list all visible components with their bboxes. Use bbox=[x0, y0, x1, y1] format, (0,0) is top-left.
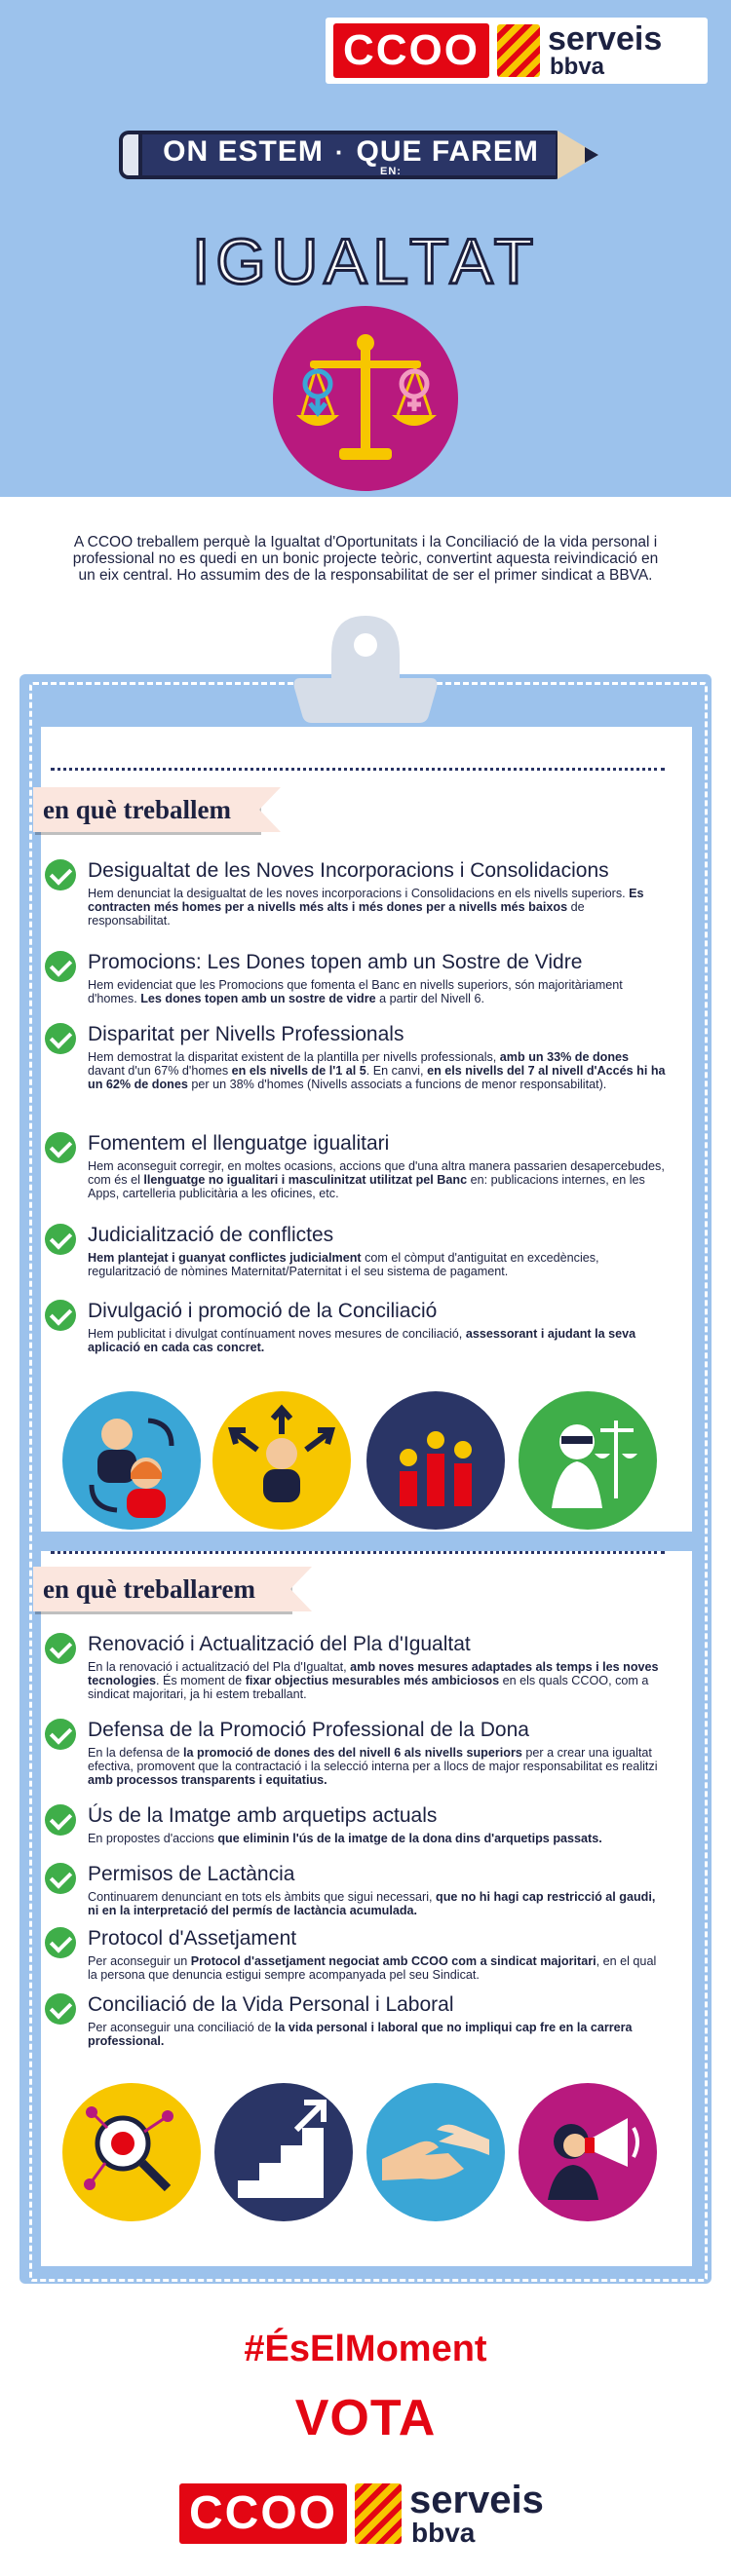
pencil-heading-right: QUE FAREM bbox=[356, 135, 539, 168]
balance-scale-icon bbox=[273, 306, 458, 491]
pencil-banner bbox=[119, 131, 606, 179]
checklist-item-title: Judicialització de conflictes bbox=[88, 1224, 334, 1246]
description-text: per un 38% d'homes (Nivells associats a funcions de menor responsabilitat). bbox=[187, 1078, 607, 1091]
level-bars-icon bbox=[366, 1391, 505, 1530]
checklist-item-description bbox=[88, 1746, 669, 1787]
description-emphasis: la vida personal i laboral que no impliqui cap fre en la carrera professional. bbox=[88, 2021, 633, 2048]
checklist-item-description bbox=[88, 1832, 669, 1845]
description-emphasis: fixar objectius mesurables més ambiciosos bbox=[245, 1674, 500, 1687]
checklist-item-description bbox=[88, 1327, 669, 1354]
description-emphasis: llenguatge no igualitari i masculinitzat utilitzat pel Banc bbox=[143, 1173, 468, 1187]
checklist-item-title: Ús de la Imatge amb arquetips actuals bbox=[88, 1804, 438, 1827]
pencil-heading-en: EN: bbox=[380, 166, 402, 177]
description-emphasis: que eliminin l'ús de la imatge de la dona dins d'arquetips passats. bbox=[217, 1832, 602, 1845]
checklist-item-title: Renovació i Actualització del Pla d'Igualtat bbox=[88, 1633, 471, 1655]
description-text: com el còmput d'antiguitat en excedències, regularització de nòmines Maternitat/Paternitat i el seu sistema de pagament. bbox=[88, 1251, 599, 1278]
description-text: en els quals CCOO, com a sindicat majoritari, ja hi estem treballant. bbox=[88, 1674, 649, 1701]
helping-hands-icon bbox=[366, 2083, 505, 2221]
checklist-item-description bbox=[88, 2021, 669, 2048]
ccoo-serveis-logo-bottom[interactable] bbox=[179, 2475, 544, 2553]
checklist-item bbox=[45, 1224, 669, 1278]
description-text: En propostes d'accions bbox=[88, 1832, 218, 1845]
career-paths-icon bbox=[212, 1391, 351, 1530]
vota-text: VOTA bbox=[294, 2390, 437, 2446]
checklist-item-title: Promocions: Les Dones topen amb un Sostre de Vidre bbox=[88, 951, 583, 973]
description-text: per a crear una igualtat efectiva, promovent que la contractació i la selecció interna per a llocs de major responsabilitat es realitzi bbox=[88, 1746, 658, 1773]
pencil-heading bbox=[148, 135, 554, 177]
pencil-eraser bbox=[119, 131, 142, 179]
description-text: En la renovació i actualització del Pla d'Igualtat, bbox=[88, 1660, 351, 1674]
dotted-divider-2 bbox=[51, 1551, 665, 1554]
description-text: Continuarem denunciant en tots els àmbits que sigui necessari, bbox=[88, 1890, 437, 1904]
description-emphasis: amb noves mesures adaptades als temps i les noves tecnologies bbox=[88, 1660, 659, 1687]
serveis-bbva-wordmark-bottom bbox=[409, 2481, 544, 2547]
serveis-text-bottom: serveis bbox=[409, 2479, 544, 2521]
checklist-item bbox=[45, 1804, 669, 1845]
checklist-item-title: Protocol d'Assetjament bbox=[88, 1927, 297, 1950]
checklist-item-title: Fomentem el llenguatge igualitari bbox=[88, 1132, 390, 1155]
ccoo-wordmark: CCOO bbox=[333, 23, 489, 78]
description-text: Hem aconseguit corregir, en moltes ocasions, accions que d'una altra manera passarien desapercebudes, com és el bbox=[88, 1159, 665, 1187]
description-emphasis: assessorant i ajudant la seva aplicació en cada cas concret. bbox=[88, 1327, 636, 1354]
checkmark-icon bbox=[45, 951, 76, 982]
description-text: . En canvi, bbox=[366, 1064, 428, 1078]
checklist-item-title: Permisos de Lactància bbox=[88, 1863, 295, 1885]
checkmark-icon bbox=[45, 1804, 76, 1836]
checklist-item-title: Disparitat per Nivells Professionals bbox=[88, 1023, 404, 1045]
description-emphasis: en els nivells del 7 al nivell d'Accés hi ha un 62% de dones bbox=[88, 1064, 666, 1091]
checklist-item-description bbox=[88, 1890, 669, 1917]
checklist-item bbox=[45, 1993, 669, 2048]
checklist-item bbox=[45, 1863, 669, 1917]
ccoo-wordmark-bottom: CCOO bbox=[179, 2483, 347, 2544]
pencil-heading-separator: · bbox=[334, 136, 345, 167]
description-text: Per aconseguir un bbox=[88, 1954, 191, 1968]
checklist-item-description bbox=[88, 1954, 669, 1982]
checklist-item-title: Conciliació de la Vida Personal i Laboral bbox=[88, 1993, 454, 2016]
dotted-divider-1 bbox=[51, 768, 665, 771]
bbva-text: bbva bbox=[550, 54, 605, 80]
checklist-item bbox=[45, 1719, 669, 1787]
description-emphasis: Es contracten més homes per a nivells més alts i més dones per a nivells més baixos bbox=[88, 887, 644, 914]
checklist-item-title: Desigualtat de les Noves Incorporacions i Consolidacions bbox=[88, 859, 609, 882]
description-emphasis: Hem plantejat i guanyat conflictes judicialment bbox=[88, 1251, 362, 1265]
description-text: En la defensa de bbox=[88, 1746, 184, 1760]
description-text: en: publicacions internes, en les Apps, cartelleria publicitària a les oficines, etc. bbox=[88, 1173, 645, 1200]
checklist-item-title: Defensa de la Promoció Professional de la Dona bbox=[88, 1719, 529, 1741]
serveis-bbva-wordmark bbox=[548, 22, 662, 79]
checkmark-icon bbox=[45, 859, 76, 890]
checkmark-icon bbox=[45, 1927, 76, 1958]
justice-icon bbox=[519, 1391, 657, 1530]
checkmark-icon bbox=[45, 1993, 76, 2025]
checklist-item-description bbox=[88, 1159, 669, 1200]
pencil-heading-left: ON ESTEM bbox=[163, 135, 324, 168]
checklist-item bbox=[45, 1927, 669, 1982]
description-text: de responsabilitat. bbox=[88, 900, 585, 928]
megaphone-woman-icon bbox=[519, 2083, 657, 2221]
description-emphasis: amb un 33% de dones bbox=[499, 1050, 630, 1064]
senyera-icon-bottom bbox=[355, 2483, 402, 2544]
checklist-item-description bbox=[88, 1660, 669, 1701]
checkmark-icon bbox=[45, 1719, 76, 1750]
hashtag-text: #ÉsElMoment bbox=[244, 2329, 487, 2369]
checklist-item bbox=[45, 859, 669, 928]
description-emphasis: Protocol d'assetjament negociat amb CCOO com a sindicat majoritari bbox=[190, 1954, 596, 1968]
ccoo-serveis-logo-top[interactable] bbox=[326, 18, 708, 84]
intro-paragraph: A CCOO treballem perquè la Igualtat d'Oportunitats i la Conciliació de la vida personal i professional no es quedi en un bonic projecte teòric, convertint aquesta reivindicació en un eix central. Ho assumim des de la responsabilitat de ser el primer sindicat a BBVA. bbox=[72, 534, 659, 584]
page-title: IGUALTAT bbox=[191, 225, 540, 297]
description-text: Hem publicitat i divulgat contínuament noves mesures de conciliació, bbox=[88, 1327, 466, 1341]
checkmark-icon bbox=[45, 1633, 76, 1664]
section-label-treballem: en què treballem bbox=[33, 787, 259, 832]
description-text: davant d'un 67% d'homes bbox=[88, 1064, 232, 1078]
description-text: a partir del Nivell 6. bbox=[375, 992, 484, 1005]
people-swap-icon bbox=[62, 1391, 201, 1530]
description-text: , en el qual la persona que denuncia estigui sempre acompanyada pel seu Sindicat. bbox=[88, 1954, 657, 1982]
description-emphasis: la promoció de dones des del nivell 6 als nivells superiors bbox=[183, 1746, 522, 1760]
stairs-up-icon bbox=[214, 2083, 353, 2221]
description-text: . És moment de bbox=[155, 1674, 246, 1687]
description-text: Hem evidenciat que les Promocions que fomenta el Banc en nivells superiors, són majoritàriament d'homes. bbox=[88, 978, 623, 1005]
description-emphasis: en els nivells de l'1 al 5 bbox=[231, 1064, 366, 1078]
description-text: Hem demostrat la disparitat existent de la plantilla per nivells professionals, bbox=[88, 1050, 500, 1064]
checklist-item bbox=[45, 951, 669, 1005]
checkmark-icon bbox=[45, 1023, 76, 1054]
senyera-icon bbox=[497, 24, 540, 77]
checklist-item bbox=[45, 1023, 669, 1091]
checkmark-icon bbox=[45, 1224, 76, 1255]
checklist-item-description bbox=[88, 887, 669, 928]
section-label-treballarem: en què treballarem bbox=[33, 1567, 290, 1611]
network-target-icon bbox=[62, 2083, 201, 2221]
checklist-item-description bbox=[88, 1050, 669, 1091]
description-emphasis: Les dones topen amb un sostre de vidre bbox=[140, 992, 376, 1005]
checklist-item-description bbox=[88, 978, 669, 1005]
description-text: Hem denunciat la desigualtat de les noves incorporacions i Consolidacions en els nivells superiors. bbox=[88, 887, 630, 900]
description-emphasis: que no hi hagi cap restricció al gaudi, ni en la interpretació del permís de lactància acumulada. bbox=[88, 1890, 656, 1917]
checkmark-icon bbox=[45, 1132, 76, 1163]
checklist-item bbox=[45, 1300, 669, 1354]
description-text: Per aconseguir una conciliació de bbox=[88, 2021, 275, 2034]
checkmark-icon bbox=[45, 1863, 76, 1894]
checklist-item bbox=[45, 1132, 669, 1200]
checklist-item-description bbox=[88, 1251, 669, 1278]
bbva-text-bottom: bbva bbox=[411, 2518, 476, 2548]
checklist-item-title: Divulgació i promoció de la Conciliació bbox=[88, 1300, 438, 1322]
pencil-lead bbox=[585, 147, 598, 163]
serveis-text: serveis bbox=[548, 20, 663, 57]
checklist-item bbox=[45, 1633, 669, 1701]
checkmark-icon bbox=[45, 1300, 76, 1331]
description-emphasis: amb processos transparents i equitatius. bbox=[88, 1773, 327, 1787]
